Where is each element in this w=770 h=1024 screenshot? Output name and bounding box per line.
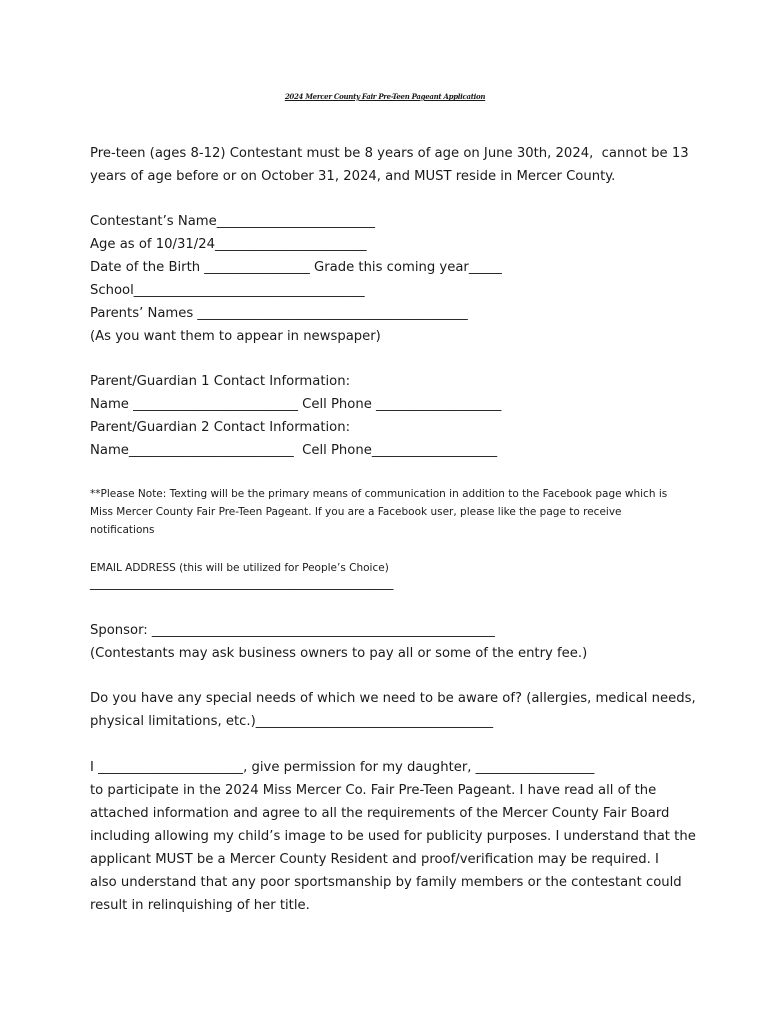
permission-line-6: also understand that any poor sportsmanship by family members or the contestant could (90, 875, 682, 890)
note-line-2: Miss Mercer County Fair Pre-Teen Pageant. If you are a Facebook user, please like the page to receive (90, 506, 622, 518)
sponsor-note: (Contestants may ask business owners to pay all or some of the entry fee.) (90, 646, 588, 661)
intro-line-1: Pre-teen (ages 8-12) Contestant must be 8 years of age on June 30th, 2024, cannot be 13 (90, 146, 689, 161)
permission-line-3: attached information and agree to all the requirements of the Mercer County Fair Board (90, 806, 670, 821)
sponsor-field[interactable]: Sponsor: ____________________________________________________ (90, 623, 495, 638)
permission-line-2: to participate in the 2024 Miss Mercer Co. Fair Pre-Teen Pageant. I have read all of the (90, 783, 657, 798)
guardian-1-heading: Parent/Guardian 1 Contact Information: (90, 374, 351, 389)
note-line-1: **Please Note: Texting will be the primary means of communication in addition to the Facebook page which is (90, 488, 668, 500)
permission-line-7: result in relinquishing of her title. (90, 898, 310, 913)
note-line-3: notifications (90, 524, 155, 536)
permission-line-5: applicant MUST be a Mercer County Resident and proof/verification may be required. I (90, 852, 659, 867)
guardian-2-name-phone-field[interactable]: Name_________________________ Cell Phone___________________ (90, 443, 498, 458)
guardian-1-name-phone-field[interactable]: Name _________________________ Cell Phone ___________________ (90, 397, 502, 412)
newspaper-note: (As you want them to appear in newspaper) (90, 329, 381, 344)
contestant-name-field[interactable]: Contestant’s Name________________________ (90, 214, 375, 229)
email-label: EMAIL ADDRESS (this will be utilized for People’s Choice) (90, 562, 389, 574)
special-needs-line-1: Do you have any special needs of which we need to be aware of? (allergies, medical needs, (90, 691, 696, 706)
form-title: 2024 Mercer County Fair Pre-Teen Pageant Application (284, 92, 486, 101)
email-field[interactable]: ______________________________________________ (90, 576, 394, 591)
parents-names-field[interactable]: Parents’ Names _________________________________________ (90, 306, 468, 321)
guardian-2-heading: Parent/Guardian 2 Contact Information: (90, 420, 351, 435)
age-field[interactable]: Age as of 10/31/24_______________________ (90, 237, 367, 252)
birth-date-grade-field[interactable]: Date of the Birth ________________ Grade this coming year_____ (90, 260, 502, 275)
permission-line-1[interactable]: I ______________________, give permission for my daughter, __________________ (90, 760, 595, 775)
special-needs-field[interactable]: physical limitations, etc.)____________________________________ (90, 714, 494, 729)
school-field[interactable]: School___________________________________ (90, 283, 365, 298)
permission-line-4: including allowing my child’s image to be used for publicity purposes. I understand that the (90, 829, 696, 844)
intro-line-2: years of age before or on October 31, 2024, and MUST reside in Mercer County. (90, 169, 616, 184)
